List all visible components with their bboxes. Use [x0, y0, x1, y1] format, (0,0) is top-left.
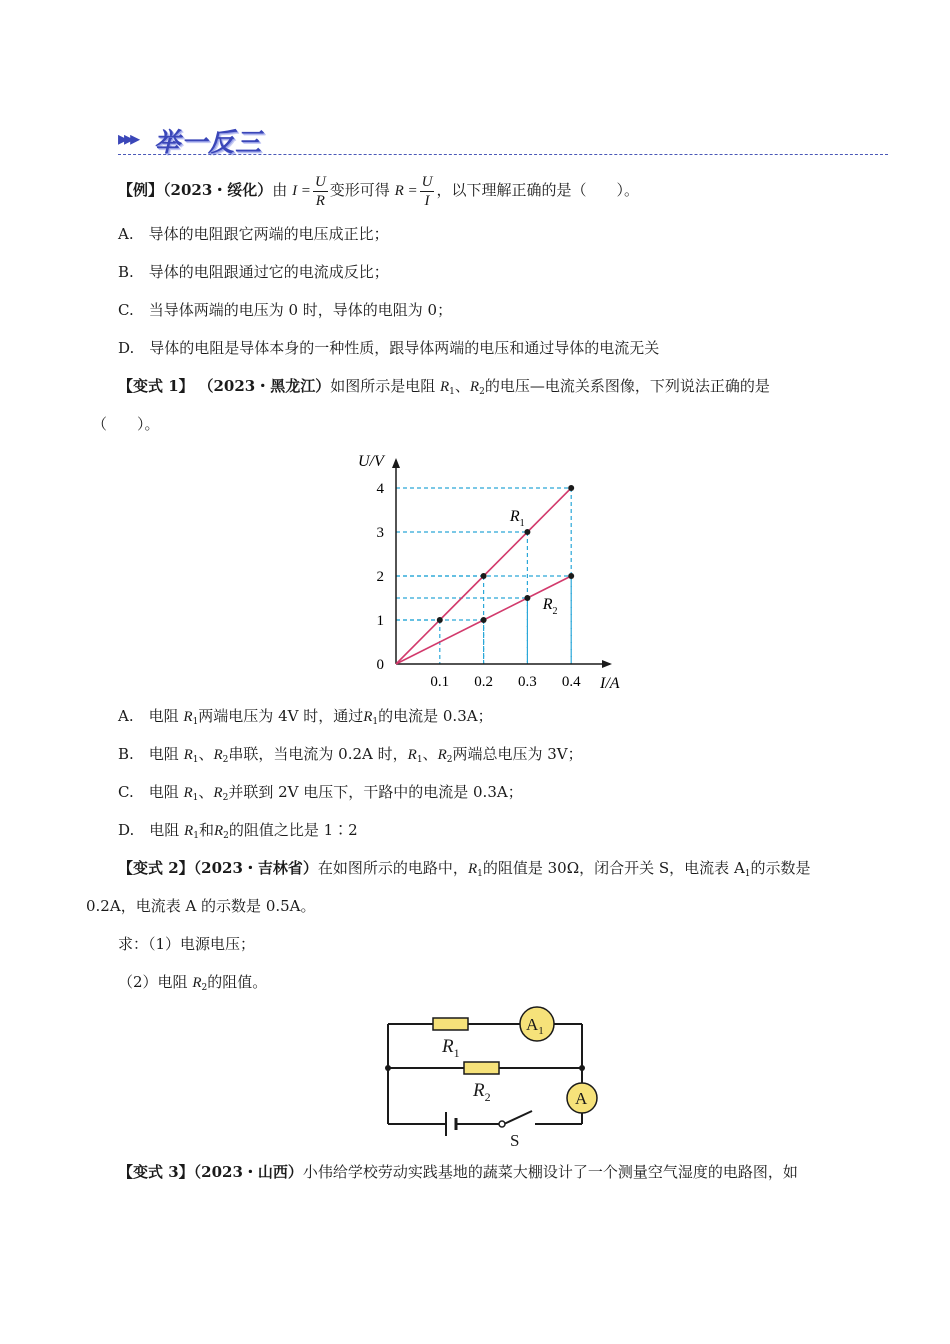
opt-text: 两端总电压为 3V；: [452, 745, 583, 763]
r-sub: 1: [449, 387, 455, 397]
data-point: [481, 573, 487, 579]
r-symbol: R: [184, 823, 194, 839]
r-sub: 1: [192, 755, 199, 765]
opt-text: D. 电阻: [118, 821, 180, 839]
banner-title: 举一反三: [154, 128, 263, 158]
example-tag: 【例】: [118, 181, 164, 199]
junction-right: [579, 1065, 585, 1071]
resistor-r1: [433, 1018, 468, 1030]
variant2-tag: 【变式 2】: [118, 859, 194, 877]
eq1-fraction: [313, 173, 328, 210]
label-switch: S: [510, 1131, 520, 1150]
r-sub: 2: [479, 387, 485, 397]
example-source: （2023・绥化）: [163, 181, 273, 199]
opt-text: 和: [198, 821, 214, 839]
x-tick-label: 0.2: [474, 674, 493, 690]
eq2-fraction: [420, 173, 435, 210]
r-sub: 1: [477, 869, 483, 879]
variant3-text: 小伟给学校劳动实践基地的蔬菜大棚设计了一个测量空气湿度的电路图，如: [302, 1163, 798, 1181]
r-sub: 2: [446, 755, 453, 765]
data-point: [568, 573, 574, 579]
x-axis-label: I/A: [600, 675, 620, 692]
variant2-text-b: 的阻值是 30Ω，闭合开关 S，电流表 A: [482, 859, 745, 877]
label-a: A: [575, 1089, 588, 1108]
example-text-2: 变形可得: [329, 181, 390, 199]
data-point: [481, 617, 487, 623]
y-tick-label: 1: [376, 613, 384, 629]
variant2-text-c: 的示数是: [750, 859, 811, 877]
label-a1: $A_1$: [526, 1015, 544, 1037]
section-banner: [118, 120, 888, 160]
r-symbol: R: [440, 379, 450, 395]
r-symbol: R: [183, 747, 193, 763]
sep: 、: [422, 745, 438, 763]
q2-text: 的阻值。: [207, 973, 268, 991]
variant2-question: [118, 858, 811, 884]
r-symbol: R: [183, 785, 193, 801]
switch-contact: [499, 1121, 505, 1127]
x-axis-arrow: [602, 660, 612, 668]
banner-divider: [118, 154, 888, 155]
eq1-num: U: [314, 173, 326, 190]
r-symbol: R: [467, 861, 478, 877]
variant2-line2: 0.2A，电流表 A 的示数是 0.5A。: [86, 897, 316, 915]
y-axis-label: U/V: [358, 453, 384, 470]
variant2-text-a: 在如图所示的电路中，: [317, 859, 468, 877]
opt-text: 两端电压为 4V 时，通过: [198, 707, 364, 725]
r-sub: 2: [223, 831, 229, 841]
example-option-d: D. 导体的电阻是导体本身的一种性质，跟导体两端的电压和通过导体的电流无关: [118, 339, 660, 357]
r-sub: 2: [222, 793, 229, 803]
variant1-text-a: 如图所示是电阻: [330, 377, 436, 395]
x-tick-label: 0.1: [430, 674, 450, 690]
r-symbol: R: [469, 379, 480, 395]
q2-text: （2）电阻: [118, 973, 188, 991]
r-symbol: R: [407, 747, 417, 763]
eq2-num: U: [421, 173, 433, 190]
x-tick-label: 0.3: [518, 674, 537, 690]
banner-arrows: ▸▸▸: [118, 126, 137, 150]
opt-text: 的阻值之比是 1∶2: [228, 821, 358, 839]
u-i-chart: [340, 448, 640, 696]
r-symbol: R: [183, 709, 193, 725]
variant1-question: [118, 376, 770, 402]
opt-text: A. 电阻: [118, 707, 179, 725]
r-symbol: R: [437, 747, 447, 763]
data-point: [524, 529, 530, 535]
origin-label: 0: [376, 657, 384, 673]
variant2-q1: 求：（1）电源电压；: [118, 935, 256, 953]
variant1-source: （2023・黑龙江）: [198, 377, 331, 395]
switch-blade: [504, 1111, 532, 1124]
variant3-source: （2023・山西）: [193, 1163, 303, 1181]
example-option-c: C. 当导体两端的电压为 0 时，导体的电阻为 0；: [118, 301, 453, 319]
junction-left: [385, 1065, 391, 1071]
r-symbol: R: [213, 785, 223, 801]
variant2-q2: [118, 972, 267, 998]
data-point: [437, 617, 443, 623]
variant1-option-d: [118, 820, 358, 846]
example-text-3: ，以下理解正确的是（ ）。: [436, 181, 639, 199]
r-sub: 1: [416, 755, 423, 765]
example-option-a: A. 导体的电阻跟它两端的电压成正比；: [118, 225, 389, 243]
r-symbol: R: [363, 709, 373, 725]
r-symbol: R: [213, 747, 223, 763]
r-sub: 2: [201, 983, 208, 993]
example-text-1: 由: [272, 181, 288, 199]
r-sub: 1: [192, 717, 199, 727]
a-sub: 1: [744, 869, 751, 879]
series-label-r2: $R_2$: [542, 596, 558, 617]
opt-text: 串联，当电流为 0.2A 时，: [228, 745, 408, 763]
opt-text: C. 电阻: [118, 783, 179, 801]
r-sub: 2: [222, 755, 229, 765]
variant1-option-a: [118, 706, 493, 732]
label-r2: $R_2$: [473, 1080, 491, 1104]
r-sub: 1: [372, 717, 379, 727]
variant1-tag: 【变式 1】: [118, 377, 194, 395]
variant1-option-b: [118, 744, 583, 770]
r-sub: 1: [192, 793, 199, 803]
r-symbol: R: [213, 823, 224, 839]
opt-text: B. 电阻: [118, 745, 179, 763]
variant1-paren: （ ）。: [92, 415, 160, 433]
opt-text: 并联到 2V 电压下，干路中的电流是 0.3A；: [228, 783, 523, 801]
eq2-den: I: [424, 192, 430, 209]
variant2-source: （2023・吉林省）: [193, 859, 318, 877]
example-option-b: B. 导体的电阻跟通过它的电流成反比；: [118, 263, 389, 281]
data-point: [568, 485, 574, 491]
resistor-r2: [464, 1062, 499, 1074]
variant3-tag: 【变式 3】: [118, 1163, 194, 1181]
variant1-text-b: 的电压—电流关系图像，下列说法正确的是: [484, 377, 770, 395]
sep: 、: [454, 377, 470, 395]
example-question: [118, 170, 639, 210]
data-point: [524, 595, 530, 601]
sep: 、: [198, 745, 214, 763]
y-tick-label: 2: [376, 569, 384, 585]
y-tick-label: 4: [376, 481, 384, 497]
circuit-diagram: [378, 1006, 600, 1150]
eq1-den: R: [315, 192, 325, 209]
r-symbol: R: [192, 975, 202, 991]
variant1-option-c: [118, 782, 523, 808]
sep: 、: [198, 783, 214, 801]
series-label-r1: $R_1$: [509, 508, 525, 529]
opt-text: 的电流是 0.3A；: [378, 707, 493, 725]
eq1-lhs: I =: [292, 183, 311, 199]
label-r1: $R_1$: [442, 1036, 460, 1060]
eq2-lhs: R =: [394, 183, 418, 199]
r-sub: 1: [193, 831, 199, 841]
y-axis-arrow: [392, 458, 400, 468]
variant3-question: [118, 1162, 798, 1182]
y-tick-label: 3: [376, 525, 384, 541]
x-tick-label: 0.4: [561, 674, 581, 690]
